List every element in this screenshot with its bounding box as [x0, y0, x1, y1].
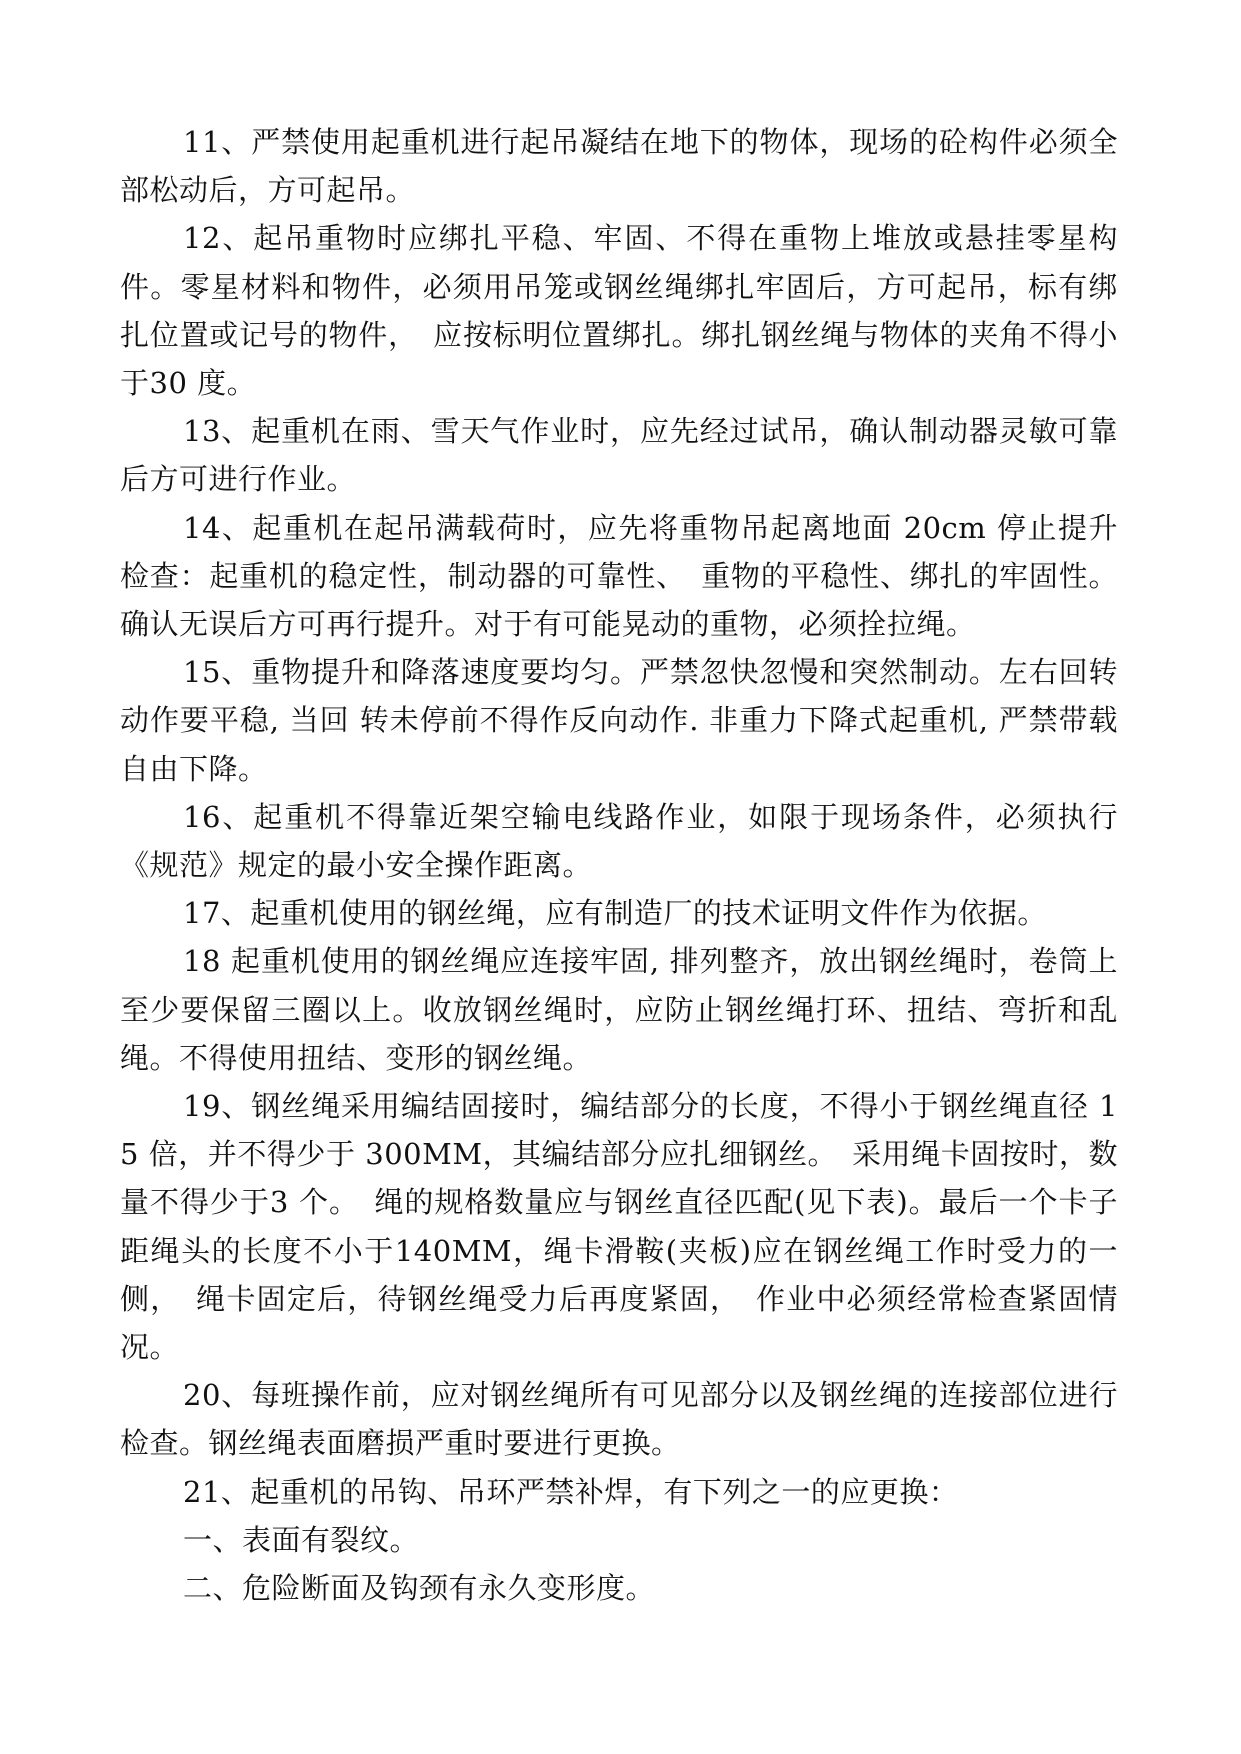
clause-21-item-2: 二、危险断面及钩颈有永久变形度。: [183, 1571, 656, 1606]
clause-17: 17、起重机使用的钢丝绳，应有制造厂的技术证明文件作为依据。: [183, 896, 1047, 931]
clause-20: 20、每班操作前，应对钢丝绳所有可见部分以及钢丝绳的连接部位进行检查。钢丝绳表面磨损严重时要进行更换。: [120, 1378, 1118, 1461]
clause-11: 11、严禁使用起重机进行起吊凝结在地下的物体，现场的砼构件必须全部松动后，方可起吊。: [120, 125, 1118, 208]
clause-21-item-1: 一、表面有裂纹。: [183, 1522, 420, 1557]
clause-13: 13、起重机在雨、雪天气作业时，应先经过试吊，确认制动器灵敏可靠后方可进行作业。: [120, 414, 1118, 497]
clause-15: 15、重物提升和降落速度要均匀。严禁忽快忽慢和突然制动。左右回转动作要平稳, 当回 转未停前不得作反向动作. 非重力下降式起重机, 严禁带载自由下降。: [120, 655, 1118, 786]
clause-19: 19、钢丝绳采用编结固接时，编结部分的长度，不得小于钢丝绳直径 15 倍，并不得少于 300MM，其编结部分应扎细钢丝。 采用绳卡固按时，数量不得少于3 个。 绳的规格数量应与钢丝直径匹配(见下表)。最后一个卡子距绳头的长度不小于140MM，绳卡滑鞍(夹板)应在钢丝绳工作时受力的一侧， 绳卡固定后，待钢丝绳受力后再度紧固， 作业中必须经常检查紧固情况。: [120, 1089, 1118, 1365]
clause-16: 16、起重机不得靠近架空输电线路作业，如限于现场条件，必须执行《规范》规定的最小安全操作距离。: [120, 799, 1118, 883]
clause-21: 21、起重机的吊钩、吊环严禁补焊，有下列之一的应更换：: [183, 1474, 959, 1509]
clause-12: 12、起吊重物时应绑扎平稳、牢固、不得在重物上堆放或悬挂零星构件。零星材料和物件，必须用吊笼或钢丝绳绑扎牢固后，方可起吊，标有绑扎位置或记号的物件， 应按标明位置绑扎。绑扎钢丝绳与物体的夹角不得小于30 度。: [120, 221, 1118, 401]
clause-14: 14、起重机在起吊满载荷时，应先将重物吊起离地面 20cm 停止提升检查：起重机的稳定性，制动器的可靠性、 重物的平稳性、绑扎的牢固性。确认无误后方可再行提升。对于有可能晃动的重物，必须拴拉绳。: [120, 510, 1118, 642]
document-body: [120, 118, 1118, 1612]
clause-18: 18 起重机使用的钢丝绳应连接牢固, 排列整齐，放出钢丝绳时，卷筒上至少要保留三圈以上。收放钢丝绳时，应防止钢丝绳打环、扭结、弯折和乱绳。不得使用扭结、变形的钢丝绳。: [120, 944, 1118, 1075]
